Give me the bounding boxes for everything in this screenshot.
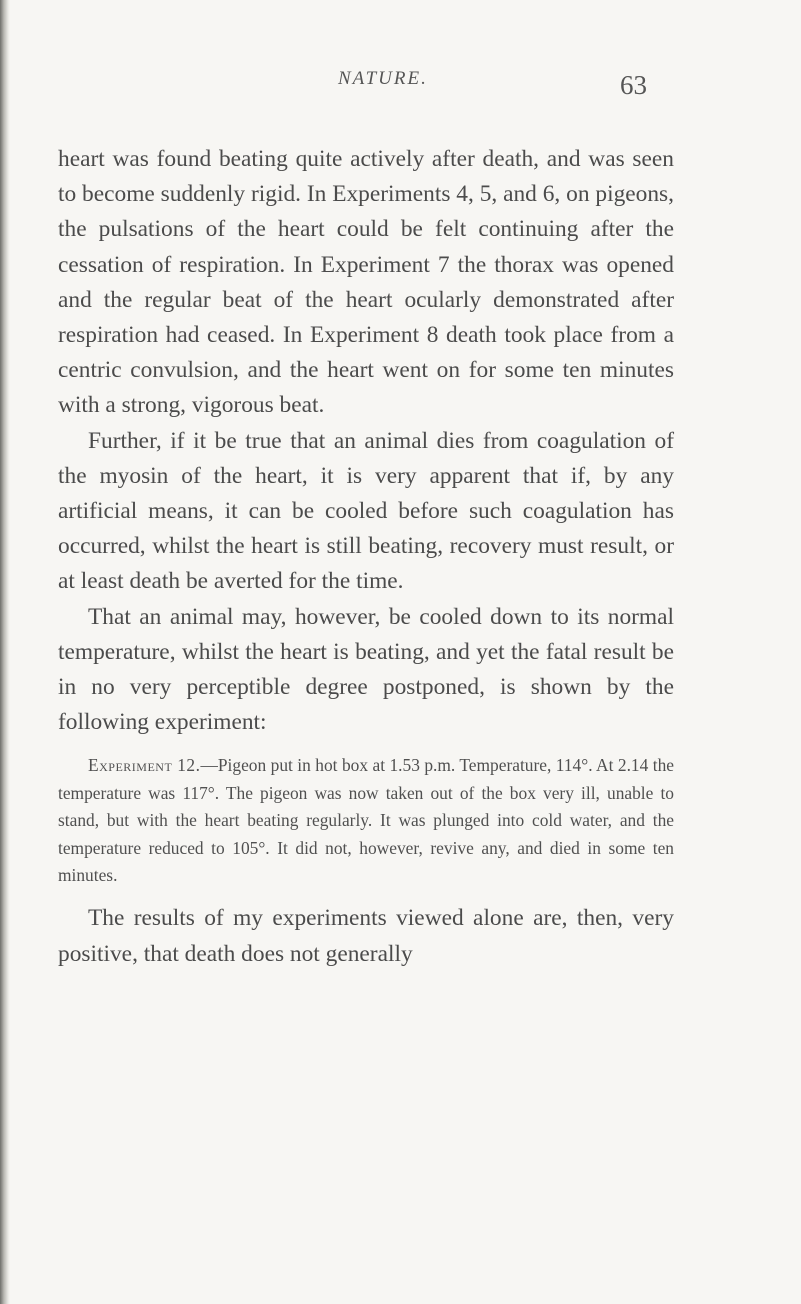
page-binding-edge	[0, 0, 10, 1304]
paragraph-results: The results of my experiments viewed alone are, then, very positive, that death does not generally	[58, 905, 674, 967]
running-title: NATURE.	[338, 68, 428, 89]
paragraph-coagulation: Further, if it be true that an animal dies from coagulation of the myosin of the heart, it is very apparent that if, by any artificial means, it can be cooled before such coagulation has occurred, whilst the heart is still beating, recovery must result, or at least death be averted for the time.	[58, 427, 674, 595]
paragraph-cooling: That an animal may, however, be cooled down to its normal temperature, whilst the heart is beating, and yet the fatal result be in no very perceptible degree postponed, is shown by the following experiment:	[58, 603, 674, 736]
page-header	[0, 62, 801, 102]
experiment-label: Experiment 12.	[88, 755, 201, 776]
page-number: 63	[620, 70, 647, 100]
page-body	[58, 142, 674, 972]
experiment-text: —Pigeon put in hot box at 1.53 p.m. Temperature, 114°. At 2.14 the temperature was 117°. The pigeon was now taken out of the box very ill, unable to stand, but with the heart beating regularly. It was plunged into cold water, and the temperature reduced to 105°. It did not, however, revive any, and died in some ten minutes.	[58, 755, 674, 886]
paragraph-continuation: heart was found beating quite actively after death, and was seen to become suddenly rigid. In Experiments 4, 5, and 6, on pigeons, the pulsations of the heart could be felt continuing after the cessation of respiration. In Experiment 7 the thorax was opened and the regular beat of the heart ocularly demonstrated after respiration had ceased. In Experiment 8 death took place from a centric convulsion, and the heart went on for some ten minutes with a strong, vigorous beat.	[58, 146, 674, 419]
experiment-note	[58, 752, 674, 889]
